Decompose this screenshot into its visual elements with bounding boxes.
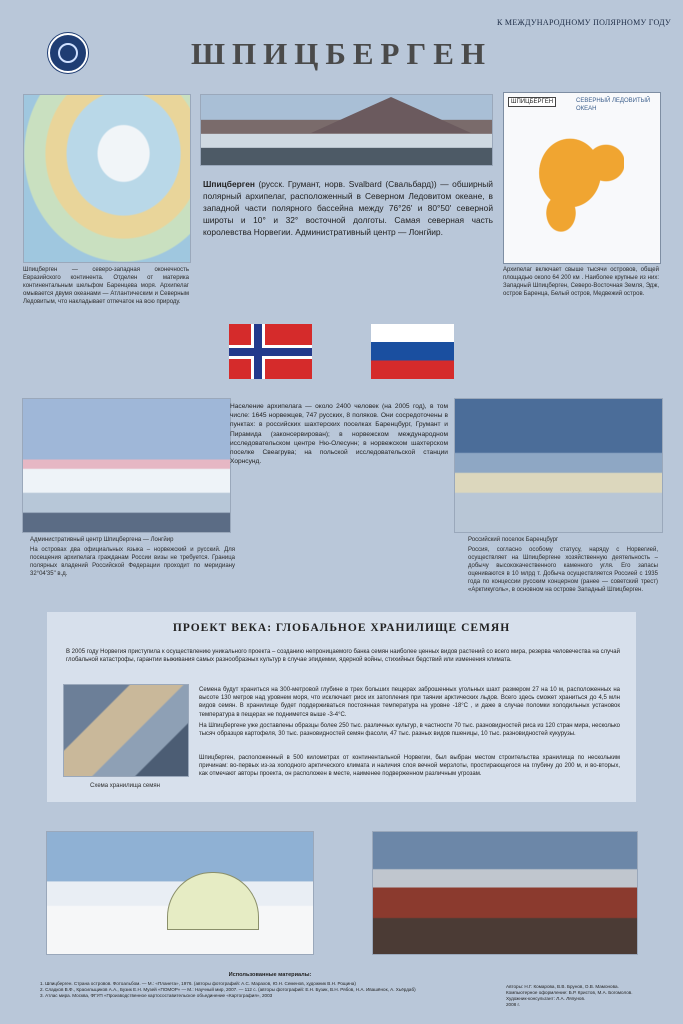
intro-text — [203, 178, 493, 238]
map-left-caption: Шпицберген — северо-западная оконечность Евразийского континента. Отделен от материка континентальным шельфом Баренцева моря. Архипелаг омывается двумя океанами — Атлантическим и Северным Ледовитым, что накладывает отпечаток на всю природу. — [23, 267, 189, 305]
artist-line: Художник-консультант: Л.А. Ляпунов. — [506, 996, 586, 1001]
map-sea-label: СЕВЕРНЫЙ ЛЕДОВИТЫЙ ОКЕАН — [576, 98, 651, 112]
reference-item: 1. Шпицберген. Страна островов. Фотоальбом. — М.: «Планета», 1976. (авторы фотографий: А.С. Марахов, Ю.Н. Семенов, художник В.Н. Рощина) — [40, 981, 356, 986]
page-title: ШПИЦБЕРГЕН — [190, 36, 492, 71]
arctic-map-image — [23, 94, 191, 263]
svalbard-map-image — [503, 92, 661, 264]
russia-flag-icon — [371, 324, 454, 379]
coal-conveyor-photo — [372, 831, 638, 955]
russia-activity-note: Россия, согласно особому статусу, наряду с Норвегией, осуществляет на Шпицбергене хозяйственную деятельность – добычу высококачественного каменного угля. Его запасы оцениваются в 10 млрд т. Добыча осуществляется Россией с 1935 года по концессии русским концерном (ранее — советский трест) «Арктикуголь», в основном на острове Западный Шпицберген. — [468, 547, 658, 593]
population-text: Население архипелага — около 2400 человек (на 2005 год), в том числе: 1645 норвежцев, 747 русских, 8 поляков. Они сосредоточены в пунктах: в российских шахтерских поселках Баренцбург, Грумант и Пирамида (законсервирован); в норвежском международном исследовательском центре Ню-Олесунн; в норвежском шахтерском поселке Свеагрува; на польской исследовательской станции Хорнсунд. — [230, 403, 448, 466]
project-paragraph-4: Шпицберген, расположенный в 500 километрах от континентальной Норвегии, был выбран местом строительства хранилища по нескольким причинам: во-первых из-за холодного арктического климата и наличия слоя вечной мерзлоты, простирающегося на глубину до 200 м, и во-вторых, как отмечают авторы проекта, он расположен в месте, наименее подверженном различным угрозам. — [199, 755, 620, 778]
longyearbyen-photo — [22, 398, 231, 533]
year-line: 2008 г. — [506, 1002, 520, 1007]
reference-item: 3. Атлас мира. Москва, ФГУП «Производственное картосоставительское объединение «Картография», 2003 — [40, 993, 273, 998]
scheme-caption: Схема хранилища семян — [90, 783, 160, 789]
authors-line: Авторы: Н.Г. Комарова, В.В. Брунов, О.В. Мамонова. — [506, 984, 619, 989]
map-right-caption: Архипелаг включает свыше тысячи островов, общей площадью около 64 200 км . Наиболее крупные из них: Западный Шпицберген, Северо-Восточная Земля, Эдж, остров Баренца, Белый остров, Медвежий остров. — [503, 267, 659, 297]
tagline: К МЕЖДУНАРОДНОМУ ПОЛЯРНОМУ ГОДУ — [496, 18, 671, 27]
reference-item: 2. Сладков В.Ф., Красильщиков А.А., Бузик Е.Н. Музей «ПОМОР» — М.: Научный мир, 2007. — 112 с. (авторы фотографий: Е.Н. Бузик, В.Н. Рябов, Н.А. Ивашёнок, А. Хьёрдаб) — [40, 987, 416, 992]
references-title: Использованные материалы: — [228, 972, 312, 978]
mountain-photo — [200, 94, 493, 166]
barentsburg-photo — [454, 398, 663, 533]
dome-camp-photo — [46, 831, 314, 955]
map-label: ШПИЦБЕРГЕН — [508, 97, 556, 107]
longyearbyen-caption: Административный центр Шпицбергена — Лонгйир — [30, 537, 174, 543]
project-paragraph-3: На Шпицбергене уже доставлены образцы более 250 тыс. различных культур, в частности 70 тыс. разновидностей риса из 120 стран мира, несколько тысяч образцов картофеля, 30 тыс. разновидностей семян фасоли, 47 тыс. разных видов пшеницы, 10 тыс. разновидностей кукурузы. — [199, 723, 620, 738]
intro-name: Шпицберген — [203, 179, 255, 189]
layout-line: Компьютерное оформление: Б.Р. Кристов, М.А. Богомолов. — [506, 990, 633, 995]
project-paragraph-1: В 2005 году Норвегия приступила к осуществлению уникального проекта – созданию непроницаемого банка семян наиболее ценных видов растений со всего мира, резерва человечества на случай глобальной катастрофы, гарантии выживания самых разнообразных культур в случае эпидемии, ядерной войны, стихийных бедствий или изменения климата. — [66, 649, 620, 664]
authors-credits — [506, 984, 656, 1008]
norway-flag-icon — [229, 324, 312, 379]
references — [40, 972, 500, 999]
languages-note: На островах два официальных языка – норвежский и русский. Для посещения архипелага гражданам России визы не требуется. Граница полярных владений Российской Федерации проходит по меридиану 32°04'35" в.д. — [30, 547, 235, 577]
seed-vault-scheme-image — [63, 684, 189, 777]
project-paragraph-2: Семена будут храниться на 300-метровой глубине в трех больших пещерах заброшенных угольных шахт размером 27 на 10 м, расположенных на высоте 130 метров над уровнем моря, что исключает риск их затопления при таянии арктических льдов. Всего здесь сможет храниться до 4,5 млн видов семян. В хранилище будет поддерживаться постоянная температура на уровне -18°С , и даже в случае поломки холодильных установок температура в пещерах не поднимется выше -3-4°С. — [199, 687, 620, 718]
archipelago-shape — [534, 133, 624, 233]
intro-body: (русск. Грумант, норв. Svalbard (Свальбард)) — обширный полярный архипелаг, расположенный в Северном Ледовитом океане, в западной части полярного бассейна между 76°26' и 80°50' северной широты и 10° и 32° восточной долготы. Самая северная часть королевства Норвегии. Административный центр — Лонгйир. — [203, 179, 493, 237]
barentsburg-caption: Российский поселок Баренцбург — [468, 537, 559, 543]
project-title: ПРОЕКТ ВЕКА: ГЛОБАЛЬНОЕ ХРАНИЛИЩЕ СЕМЯН — [172, 622, 511, 634]
